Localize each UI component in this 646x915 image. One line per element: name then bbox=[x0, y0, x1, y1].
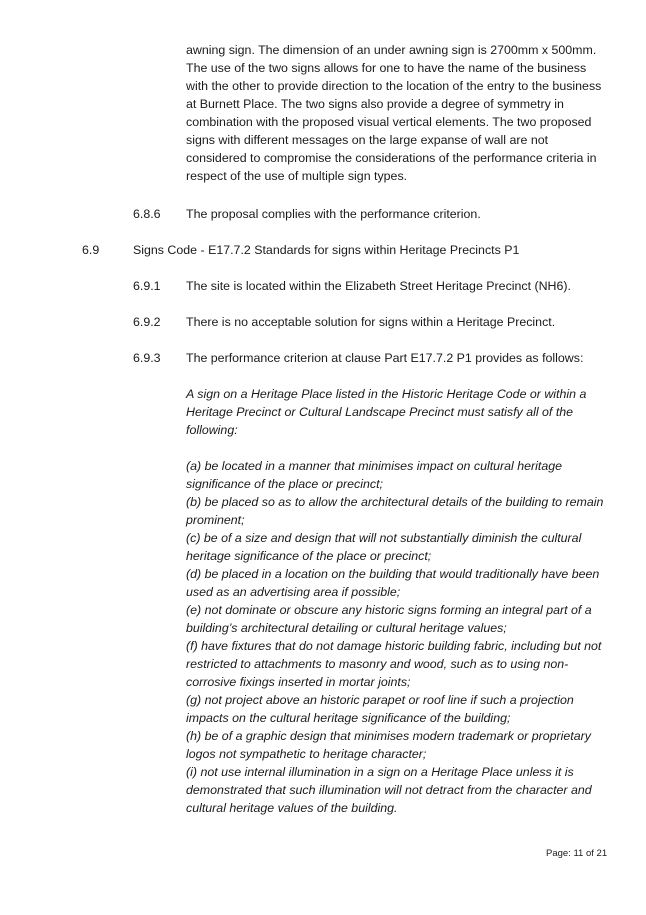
section-heading-6-9: Signs Code - E17.7.2 Standards for signs within Heritage Precincts P1 bbox=[133, 243, 520, 257]
item-text-6-9-3: The performance criterion at clause Part E17.7.2 P1 provides as follows: bbox=[186, 351, 584, 365]
quote-criteria-list bbox=[186, 457, 611, 817]
item-text-6-9-2: There is no acceptable solution for signs within a Heritage Precinct. bbox=[186, 315, 556, 329]
criterion-a: (a) be located in a manner that minimises impact on cultural heritage significance of the place or precinct; bbox=[186, 459, 563, 491]
criterion-f: (f) have fixtures that do not damage historic building fabric, including but not restricted to attachments to masonry and wood, such as to using non-corrosive fixings inserted in mortar joints; bbox=[186, 639, 602, 689]
criterion-e: (e) not dominate or obscure any historic signs forming an integral part of a building’s architectural detailing or cultural heritage values; bbox=[186, 603, 592, 635]
criterion-d: (d) be placed in a location on the building that would traditionally have been used as an advertising area if possible; bbox=[186, 567, 600, 599]
page-number: Page: 11 of 21 bbox=[546, 848, 608, 859]
quote-intro: A sign on a Heritage Place listed in the Historic Heritage Code or within a Heritage Precinct or Cultural Landscape Precinct must satisfy all of the following: bbox=[186, 387, 587, 437]
item-number-6-9-2: 6.9.2 bbox=[133, 315, 161, 329]
criterion-b: (b) be placed so as to allow the architectural details of the building to remain prominent; bbox=[186, 495, 604, 527]
item-number-6-9-3: 6.9.3 bbox=[133, 351, 161, 365]
criterion-i: (i) not use internal illumination in a sign on a Heritage Place unless it is demonstrated that such illumination will not detract from the character and cultural heritage values of the building. bbox=[186, 765, 592, 815]
intro-paragraph: awning sign. The dimension of an under awning sign is 2700mm x 500mm. The use of the two signs allows for one to have the name of the business with the other to provide direction to the location of the entry to the business at Burnett Place. The two signs also provide a degree of symmetry in combination with the proposed visual vertical elements. The two proposed signs with different messages on the large expanse of wall are not considered to compromise the considerations of the performance criteria in respect of the use of multiple sign types. bbox=[186, 43, 602, 183]
item-text-6-8-6: The proposal complies with the performance criterion. bbox=[186, 207, 481, 221]
item-text-6-9-1: The site is located within the Elizabeth Street Heritage Precinct (NH6). bbox=[186, 279, 571, 293]
item-number-6-9-1: 6.9.1 bbox=[133, 279, 161, 293]
criterion-g: (g) not project above an historic parapet or roof line if such a projection impacts on the cultural heritage significance of the building; bbox=[186, 693, 574, 725]
criterion-c: (c) be of a size and design that will not substantially diminish the cultural heritage significance of the place or precinct; bbox=[186, 531, 582, 563]
item-number-6-8-6: 6.8.6 bbox=[133, 207, 161, 221]
section-number-6-9: 6.9 bbox=[82, 243, 100, 257]
criterion-h: (h) be of a graphic design that minimises modern trademark or proprietary logos not sympathetic to heritage character; bbox=[186, 729, 591, 761]
